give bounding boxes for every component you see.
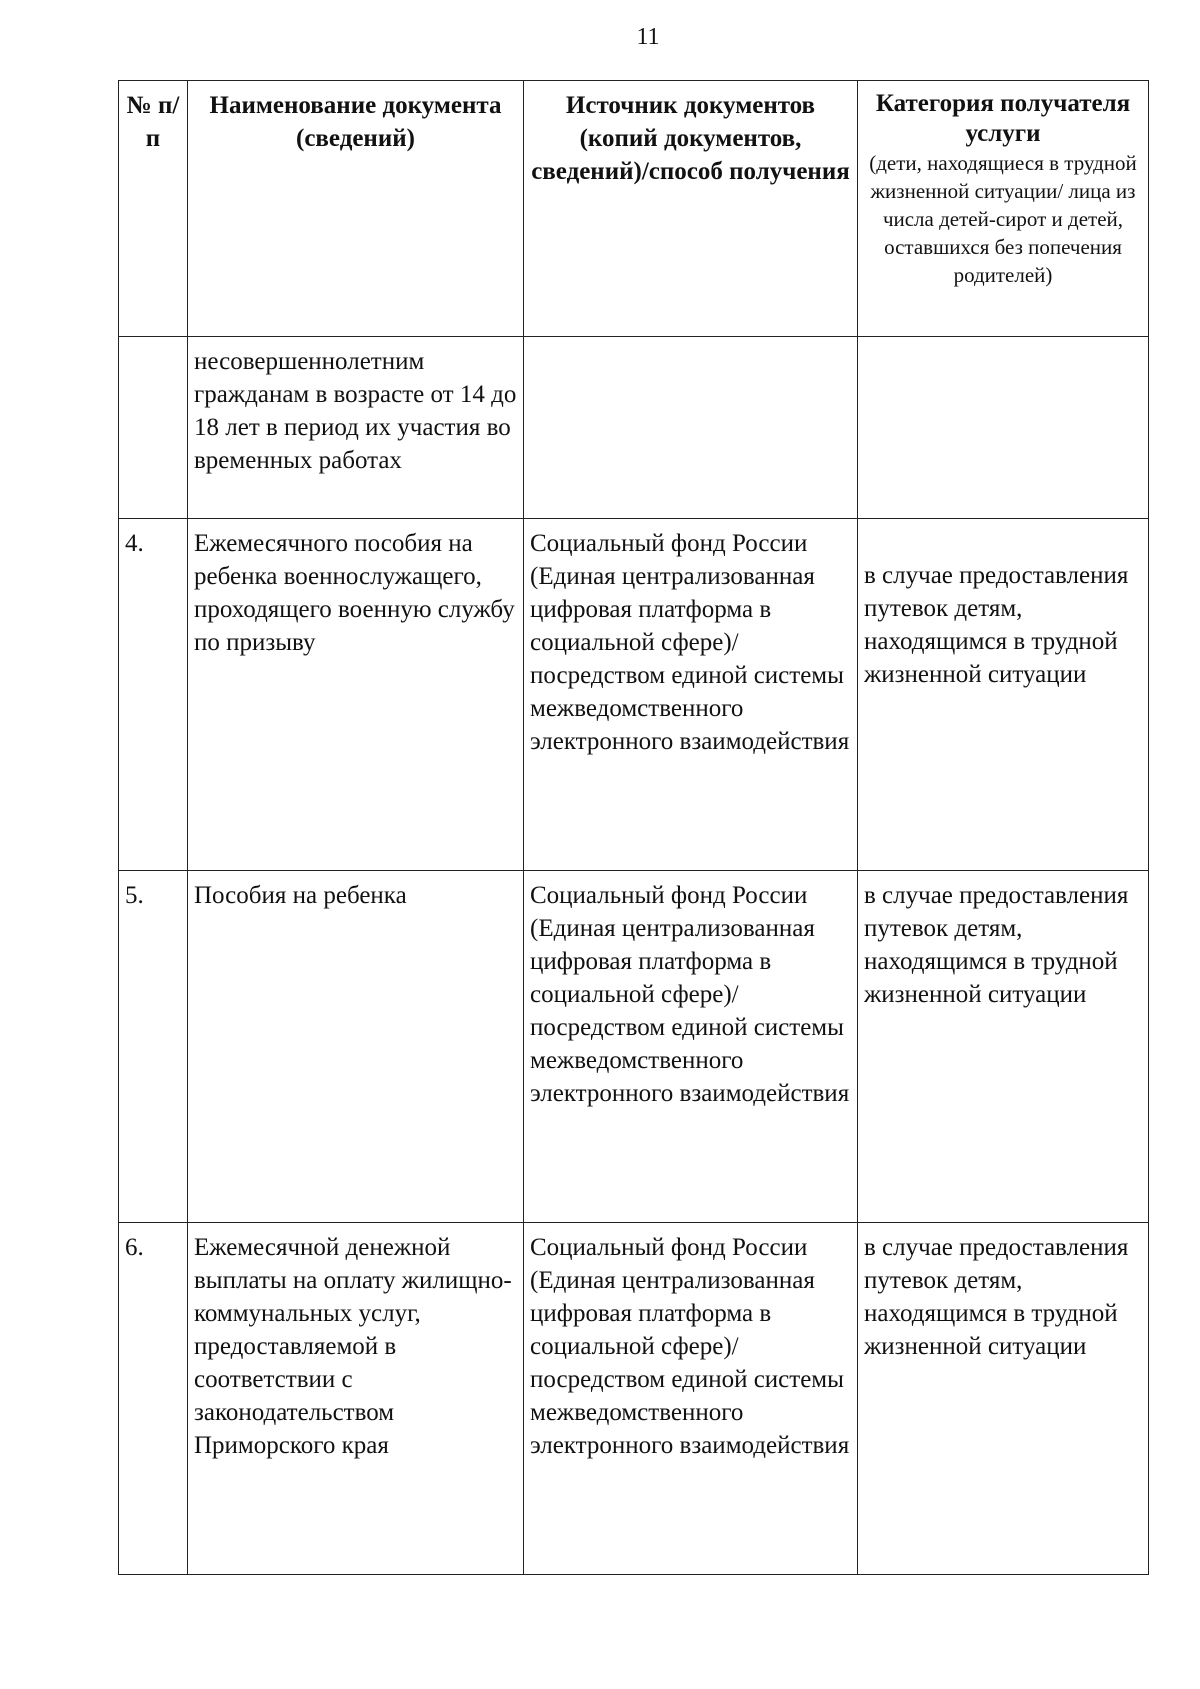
page-number: 11 (636, 24, 660, 50)
header-category (858, 81, 1149, 337)
row-source: Социальный фонд России (Единая централизованная цифровая платформа в социальной сфере)/посредством единой системы межведомственного электронного взаимодействия (524, 519, 858, 871)
row-document-name: Ежемесячной денежной выплаты на оплату жилищно-коммунальных услуг, предоставляемой в соответствии с законодательством Приморского края (188, 1223, 524, 1575)
row-category: в случае предоставления путевок детям, находящимся в трудной жизненной ситуации (858, 871, 1149, 1223)
documents-table (118, 80, 1149, 1575)
header-number: № п/п (119, 81, 188, 337)
row-source (524, 337, 858, 519)
header-source: Источник документов (копий документов, сведений)/способ получения (524, 81, 858, 337)
row-category (858, 337, 1149, 519)
table-header-row (119, 81, 1149, 337)
row-document-name: несовершеннолетним гражданам в возрасте от 14 до 18 лет в период их участия во временных работах (188, 337, 524, 519)
row-number: 6. (119, 1223, 188, 1575)
table-row (119, 337, 1149, 519)
row-document-name: Пособия на ребенка (188, 871, 524, 1223)
row-number (119, 337, 188, 519)
row-document-name: Ежемесячного пособия на ребенка военнослужащего, проходящего военную службу по призыву (188, 519, 524, 871)
row-number: 5. (119, 871, 188, 1223)
row-number: 4. (119, 519, 188, 871)
row-source: Социальный фонд России (Единая централизованная цифровая платформа в социальной сфере)/посредством единой системы межведомственного электронного взаимодействия (524, 871, 858, 1223)
header-document-name: Наименование документа (сведений) (188, 81, 524, 337)
table-row (119, 519, 1149, 871)
header-category-title: Категория получателя услуги (875, 90, 1131, 147)
row-category: в случае предоставления путевок детям, находящимся в трудной жизненной ситуации (858, 1223, 1149, 1575)
table-row (119, 871, 1149, 1223)
row-source: Социальный фонд России (Единая централизованная цифровая платформа в социальной сфере)/посредством единой системы межведомственного электронного взаимодействия (524, 1223, 858, 1575)
table-row (119, 1223, 1149, 1575)
header-category-note: (дети, находящиеся в трудной жизненной ситуации/ лица из числа детей-сирот и детей, оставшихся без попечения родителей) (869, 151, 1137, 287)
row-category: в случае предоставления путевок детям, находящимся в трудной жизненной ситуации (858, 519, 1149, 871)
